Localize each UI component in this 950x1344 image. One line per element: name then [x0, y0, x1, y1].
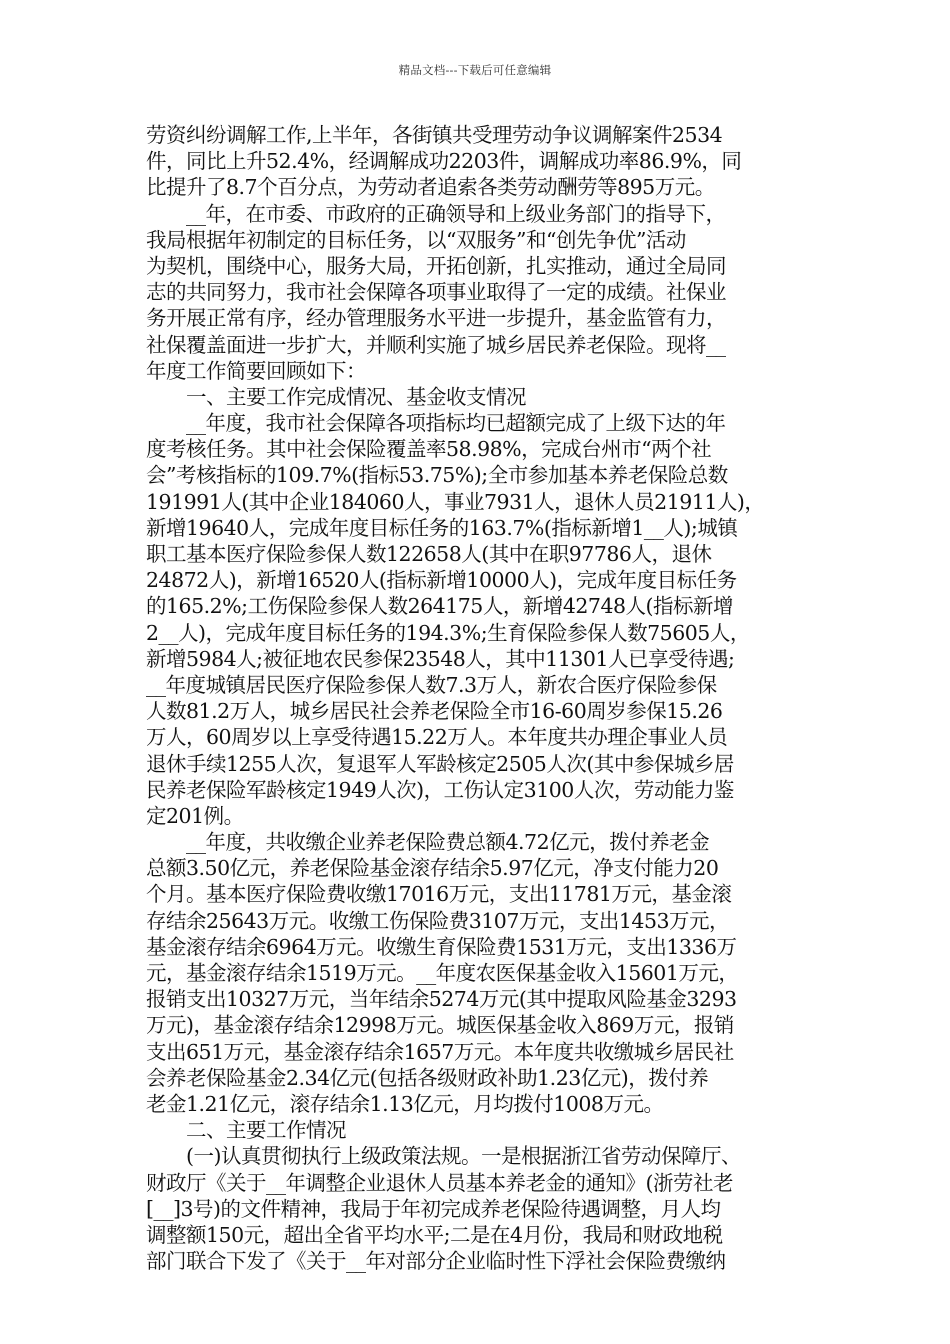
text-line: 部门联合下发了《关于__年对部分企业临时性下浮社会保险费缴纳	[146, 1249, 726, 1274]
text-line: 年度工作简要回顾如下：	[146, 358, 366, 383]
text-line: 调整额150元，超出全省平均水平;二是在4月份，我局和财政地税	[146, 1222, 723, 1247]
text-line: 我局根据年初制定的目标任务，以“双服务”和“创先争优”活动	[146, 227, 686, 252]
text-line: 老金1.21亿元，滚存结余1.13亿元，月均拨付1008万元。	[146, 1091, 664, 1116]
text-line: 定201例。	[146, 803, 244, 828]
text-line: 退休手续1255人次，复退军人军龄核定2505人次(其中参保城乡居	[146, 751, 734, 776]
text-line: [__]3号)的文件精神，我局于年初完成养老保险待遇调整，月人均	[146, 1196, 721, 1221]
text-line: 一、主要工作完成情况、基金收支情况	[146, 384, 526, 409]
text-line: __年度，共收缴企业养老保险费总额4.72亿元，拨付养老金	[146, 830, 710, 855]
text-line: 度考核任务。其中社会保险覆盖率58.98%，完成台州市“两个社	[146, 437, 712, 462]
text-line: 社保覆盖面进一步扩大，并顺利实施了城乡居民养老保险。现将__	[146, 332, 726, 357]
text-line: 新增19640人，完成年度目标任务的163.7%(指标新增1__人);城镇	[146, 515, 738, 540]
text-line: 新增5984人;被征地农民参保23548人，其中11301人已享受待遇;	[146, 646, 735, 671]
text-line: 人数81.2万人，城乡居民社会养老保险全市16-60周岁参保15.26	[146, 699, 723, 724]
text-line: 民养老保险军龄核定1949人次)，工伤认定3100人次，劳动能力鉴	[146, 777, 734, 802]
text-line: 志的共同努力，我市社会保障各项事业取得了一定的成绩。社保业	[146, 280, 726, 305]
text-line: 务开展正常有序，经办管理服务水平进一步提升，基金监管有力，	[146, 306, 726, 331]
text-line: 财政厅《关于__年调整企业退休人员基本养老金的通知》(浙劳社老	[146, 1170, 733, 1195]
text-line: 元，基金滚存结余1519万元。__年度农医保基金收入15601万元，	[146, 961, 739, 985]
page-header: 精品文档---下载后可任意编辑	[398, 63, 552, 77]
text-line: 个月。基本医疗保险费收缴17016万元，支出11781万元，基金滚	[146, 882, 732, 907]
text-line: (一)认真贯彻执行上级政策法规。一是根据浙江省劳动保障厅、	[146, 1144, 741, 1169]
text-line: 万元)，基金滚存结余12998万元。城医保基金收入869万元，报销	[146, 1013, 734, 1038]
text-line: 基金滚存结余6964万元。收缴生育保险费1531万元，支出1336万	[146, 934, 737, 959]
text-line: 为契机，围绕中心，服务大局，开拓创新，扎实推动，通过全局同	[146, 253, 726, 278]
text-line: 二、主要工作情况	[146, 1118, 346, 1143]
text-line: 报销支出10327万元，当年结余5274万元(其中提取风险基金3293	[146, 987, 737, 1012]
text-line: 比提升了8.7个百分点，为劳动者追索各类劳动酬劳等895万元。	[146, 175, 715, 200]
document-body	[146, 122, 810, 1274]
text-line: 2__人)，完成年度目标任务的194.3%;生育保险参保人数75605人，	[146, 620, 750, 645]
text-line: 劳资纠纷调解工作,上半年，各街镇共受理劳动争议调解案件2534	[146, 123, 723, 147]
text-line: 的165.2%;工伤保险参保人数264175人，新增42748人(指标新增	[146, 594, 734, 619]
text-line: 存结余25643万元。收缴工伤保险费3107万元，支出1453万元，	[146, 908, 730, 933]
text-line: 191991人(其中企业184060人，事业7931人，退休人员21911人)，	[146, 489, 765, 514]
text-line: 总额3.50亿元，养老保险基金滚存结余5.97亿元，净支付能力20	[146, 856, 719, 881]
text-line: __年，在市委、市政府的正确领导和上级业务部门的指导下，	[146, 201, 726, 226]
text-line: 件，同比上升52.4%，经调解成功2203件，调解成功率86.9%，同	[146, 149, 742, 174]
text-line: 万人，60周岁以上享受待遇15.22万人。本年度共办理企事业人员	[146, 725, 728, 750]
text-line: 会养老保险基金2.34亿元(包括各级财政补助1.23亿元)，拨付养	[146, 1065, 709, 1090]
text-line: __年度城镇居民医疗保险参保人数7.3万人，新农合医疗保险参保	[146, 672, 717, 697]
text-line: 支出651万元，基金滚存结余1657万元。本年度共收缴城乡居民社	[146, 1039, 734, 1064]
text-line: 会”考核指标的109.7%(指标53.75%);全市参加基本养老保险总数	[146, 463, 728, 488]
text-line: 24872人)，新增16520人(指标新增10000人)，完成年度目标任务	[146, 568, 737, 593]
text-line: __年度，我市社会保障各项指标均已超额完成了上级下达的年	[146, 411, 726, 436]
text-line: 职工基本医疗保险参保人数122658人(其中在职97786人，退休	[146, 542, 712, 566]
